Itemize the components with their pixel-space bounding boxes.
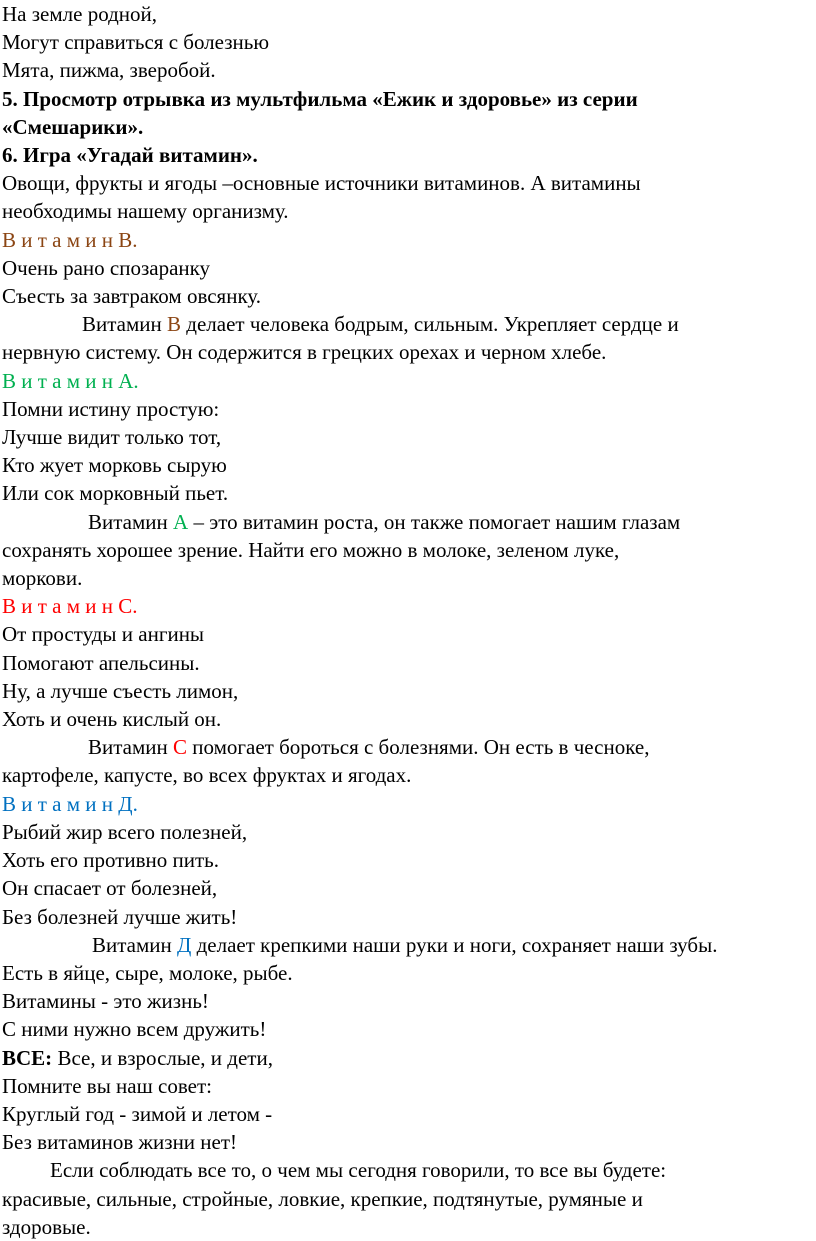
poem-line: Съесть за завтраком овсянку. [2,284,262,309]
conclusion-line: Если соблюдать все то, о чем мы сегодня говорили, то все вы будете: [50,1158,667,1183]
paragraph-line: необходимы нашему организму. [2,199,289,224]
text-run: Витамин [92,932,178,957]
conclusion-line: здоровые. [2,1214,91,1239]
paragraph-line: Овощи, фрукты и ягоды –основные источники витаминов. А витамины [2,171,641,196]
poem-line: С ними нужно всем дружить! [2,1017,267,1042]
poem-line: Витамины - это жизнь! [2,989,209,1014]
text-run: Все, и взрослые, и дети, [52,1045,273,1070]
text-run: помогает бороться с болезнями. Он есть в чесноке, [187,735,650,760]
vitamin-a-heading: В и т а м и н А. [2,368,139,393]
vitamin-letter: С [173,735,188,760]
poem-line: Помните вы наш совет: [2,1073,212,1098]
poem-line-all [2,1044,812,1072]
paragraph-line: картофеле, капусте, во всех фруктах и ягодах. [2,763,412,788]
vitamin-d-description [2,931,812,959]
conclusion-line: красивые, сильные, стройные, ловкие, крепкие, подтянутые, румяные и [2,1186,643,1211]
vitamin-letter: В [167,312,182,337]
poem-line: Хоть его противно пить. [2,848,219,873]
vitamin-letter: А [173,509,189,534]
poem-line: На земле родной, [2,2,157,26]
text-run: делает крепкими наши руки и ноги, сохраняет наши зубы. [191,932,718,957]
poem-line: Лучше видит только тот, [2,425,222,450]
text-run: – это витамин роста, он также помогает нашим глазам [188,509,681,534]
text-run: Витамин [88,735,174,760]
poem-line: Или сок морковный пьет. [2,481,229,506]
text-run: Витамин [82,312,168,337]
poem-line: Он спасает от болезней, [2,876,218,901]
vitamin-d-heading: В и т а м и н Д. [2,791,138,816]
poem-line: Без болезней лучше жить! [2,904,238,929]
paragraph-line: Есть в яйце, сыре, молоке, рыбе. [2,960,293,985]
poem-line: Помогают апельсины. [2,650,200,675]
section-heading-6: 6. Игра «Угадай витамин». [2,143,258,168]
section-heading-5: 5. Просмотр отрывка из мультфильма «Ежик и здоровье» из серии [2,86,638,111]
poem-line: Кто жует морковь сырую [2,453,227,478]
poem-line: Мята, пижма, зверобой. [2,58,216,83]
poem-line: Помни истину простую: [2,396,220,421]
vitamin-c-heading: В и т а м и н С. [2,594,138,619]
poem-line: Ну, а лучше съесть лимон, [2,678,239,703]
speaker-label: ВСЕ: [2,1045,53,1070]
paragraph-line: нервную систему. Он содержится в грецких орехах и черном хлебе. [2,340,607,365]
section-heading-5-cont: «Смешарики». [2,114,144,139]
vitamin-b-heading: В и т а м и н В. [2,227,138,252]
paragraph-line: моркови. [2,566,83,591]
vitamin-c-description [2,733,812,761]
poem-line: Без витаминов жизни нет! [2,1130,238,1155]
poem-line: Очень рано спозаранку [2,255,211,280]
vitamin-b-description [2,310,812,338]
text-run: Витамин [88,509,174,534]
poem-line: От простуды и ангины [2,622,205,647]
vitamin-letter: Д [177,932,192,957]
poem-line: Рыбий жир всего полезней, [2,819,248,844]
text-run: делает человека бодрым, сильным. Укрепляет сердце и [181,312,679,337]
paragraph-line: сохранять хорошее зрение. Найти его можно в молоке, зеленом луке, [2,537,620,562]
vitamin-a-description [2,508,812,536]
poem-line: Хоть и очень кислый он. [2,707,222,732]
poem-line: Круглый год - зимой и летом - [2,1101,273,1126]
poem-line: Могут справиться с болезнью [2,30,270,55]
